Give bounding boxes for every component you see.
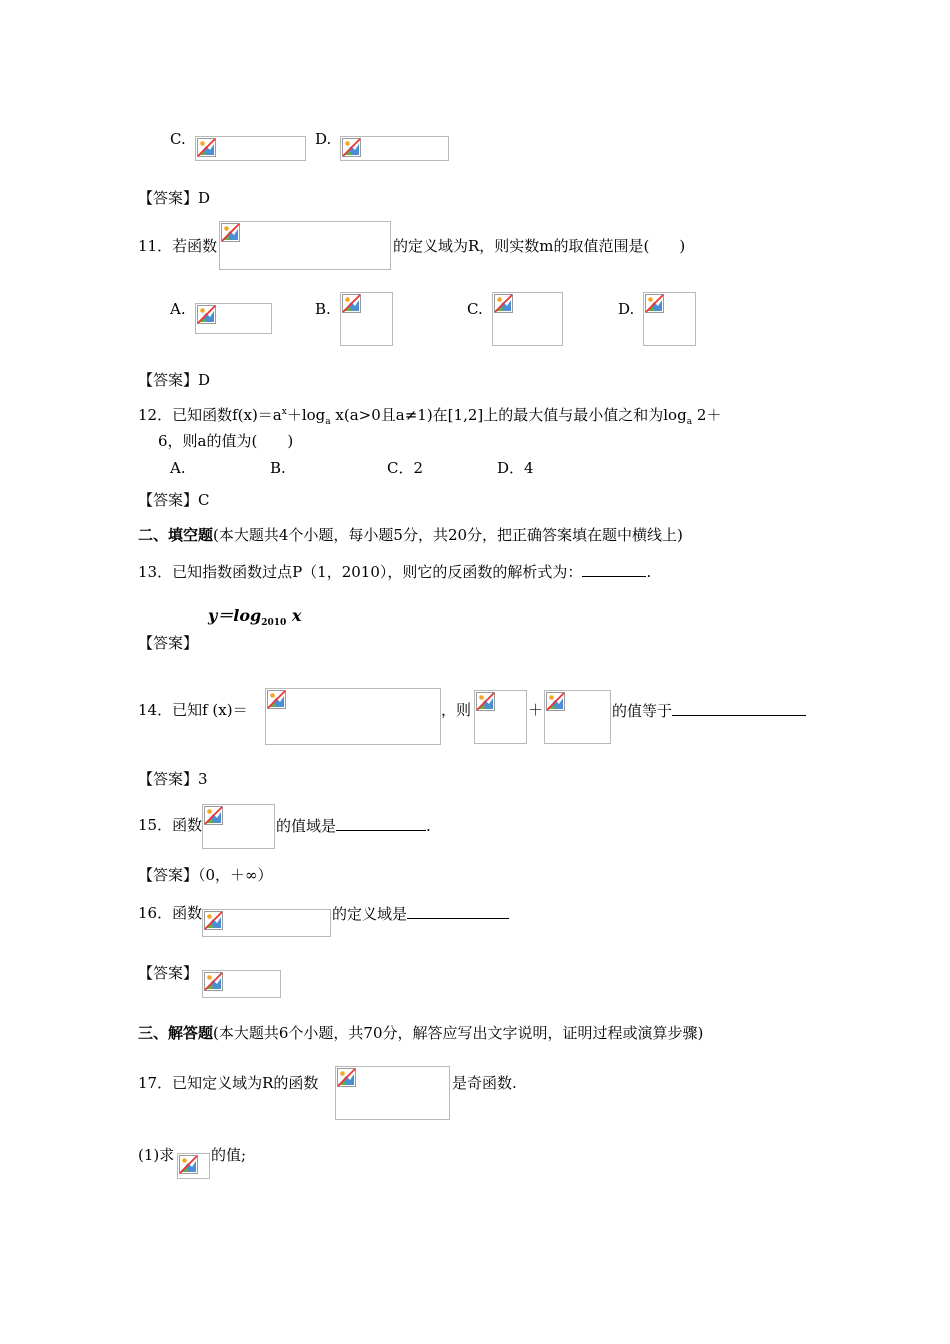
answer-blank [336,816,426,831]
option-a-label: A. [170,459,186,477]
question-11-prefix: 11．若函数 [138,237,218,255]
question-17-prefix: 17．已知定义域为R的函数 [138,1074,319,1092]
broken-image-icon [197,305,216,324]
option-c-image [492,292,563,346]
option-d-label: D. [618,300,635,318]
question-14-term-2-image [544,690,611,744]
broken-image-icon [204,806,223,825]
answer-15: 【答案】（0，＋∞） [138,866,273,884]
option-d-label: D．4 [497,459,534,477]
answer-13-label: 【答案】 [138,634,199,652]
option-a-image [195,303,272,334]
question-14-suffix-text: 的值等于 [612,702,673,720]
option-b-label: B. [270,459,286,477]
question-17-suffix: 是奇函数. [452,1074,517,1092]
answer-16-label: 【答案】 [138,964,199,982]
question-16-prefix: 16．函数 [138,904,203,922]
broken-image-icon [476,692,495,711]
question-14-term-1-image [474,690,527,744]
q12-text: ＋log [286,406,326,424]
question-16-suffix-text: 的定义域是 [332,905,408,923]
question-12-line-2: 6，则a的值为( ) [158,432,294,450]
option-c-label: C. [170,130,186,148]
option-a-label: A. [170,300,186,318]
question-14-mid: ，则 [441,701,472,719]
question-16-suffix [332,904,509,923]
option-c-label: C．2 [387,459,424,477]
question-14-function-image [265,688,441,745]
answer-13-formula [208,607,301,632]
question-11-function-image [219,221,391,270]
question-17-part-1-suffix: 的值; [211,1146,247,1164]
question-15-suffix [276,816,431,835]
answer-16-image [202,970,281,998]
answer-blank [407,904,509,919]
formula-variable: x [286,606,302,625]
option-d-label: D. [315,130,332,148]
q12-text: 12．已知函数f(x)＝a [138,406,282,424]
q12-log-base: a [686,417,693,427]
option-d-image [643,292,696,346]
question-14-suffix [612,701,806,720]
plus-sign: ＋ [528,701,544,719]
answer-blank [672,701,806,716]
question-16-function-image [202,909,331,937]
broken-image-icon [645,294,664,313]
question-15-prefix: 15．函数 [138,816,203,834]
question-15-function-image [202,804,275,849]
answer-11: 【答案】D [138,371,211,389]
q12-text: 2＋ [692,406,722,424]
q12-text: x(a>0且a≠1)在[1,2]上的最大值与最小值之和为log [330,406,687,424]
option-c-label: C. [467,300,483,318]
section-description: (本大题共4个小题，每小题5分，共20分，把正确答案填在题中横线上) [213,526,683,544]
broken-image-icon [546,692,565,711]
question-17-function-image [335,1066,450,1120]
option-b-label: B. [315,300,331,318]
broken-image-icon [179,1155,198,1174]
question-17-part-1-image [177,1153,210,1179]
answer-blank [582,562,646,577]
broken-image-icon [267,690,286,709]
q12-log-base: a [325,417,331,427]
answer-10: 【答案】D [138,189,211,207]
question-11-suffix: 的定义域为R，则实数m的取值范围是( ) [393,237,686,255]
section-title: 三、解答题 [138,1024,214,1042]
section-description: (本大题共6个小题，共70分，解答应写出文字说明，证明过程或演算步骤) [213,1024,704,1042]
formula-subscript: 2010 [261,618,287,629]
question-15-suffix-text: 的值域是 [276,817,337,835]
option-c-image [195,136,306,161]
answer-12: 【答案】C [138,491,210,509]
question-12-line-1 [138,403,721,431]
option-d-image [340,136,449,161]
broken-image-icon [204,911,223,930]
broken-image-icon [204,972,223,991]
q12-exponent: x [281,407,287,417]
broken-image-icon [221,223,240,242]
broken-image-icon [342,294,361,313]
period: . [646,563,652,581]
section-2-heading [138,526,683,544]
broken-image-icon [337,1068,356,1087]
broken-image-icon [494,294,513,313]
answer-14: 【答案】3 [138,770,208,788]
section-3-heading [138,1024,703,1042]
broken-image-icon [197,138,216,157]
broken-image-icon [342,138,361,157]
question-13 [138,562,651,581]
option-b-image [340,292,393,346]
question-13-text: 13．已知指数函数过点P（1，2010），则它的反函数的解析式为： [138,563,583,581]
question-17-part-1-prefix: (1)求 [138,1146,175,1164]
formula-text: y＝log [208,606,262,625]
section-title: 二、填空题 [138,526,214,544]
period: . [426,817,431,835]
question-14-prefix: 14．已知f (x)＝ [138,701,248,719]
